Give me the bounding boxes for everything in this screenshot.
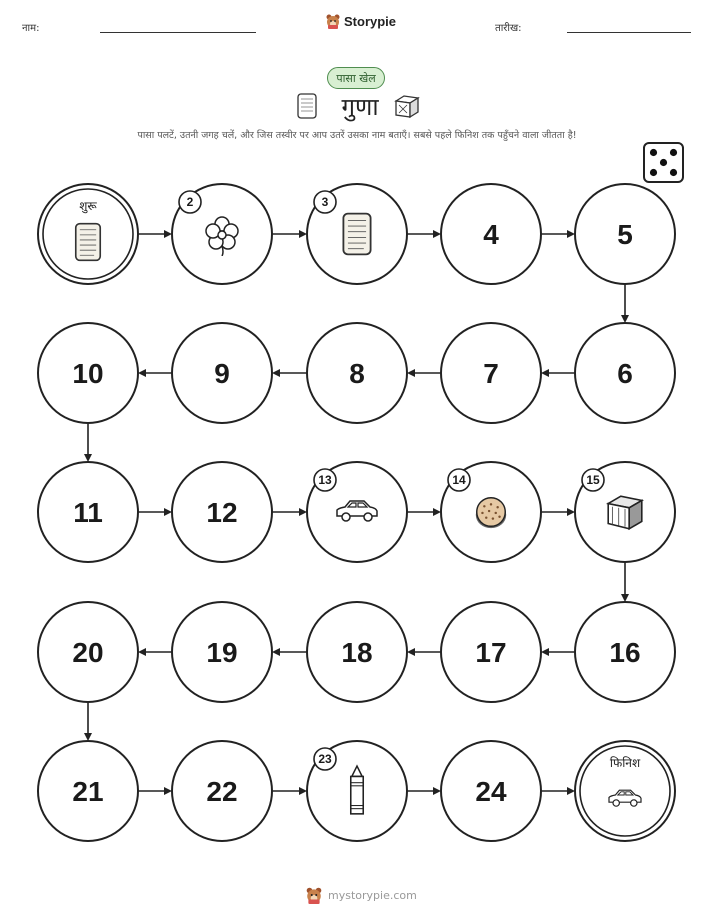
space-number: 14 [452, 473, 466, 487]
space-number: 15 [586, 473, 600, 487]
board-space-start [38, 184, 138, 284]
start-label: शुरू [79, 199, 97, 213]
dice-icon [644, 143, 683, 182]
dice-pip [650, 149, 657, 156]
space-number: 12 [206, 497, 238, 528]
board-space-12 [172, 462, 272, 562]
instructions: पासा पलटें, उतनी जगह चलें, और जिस तस्वीर पर आप उतरें उसका नाम बताएँ। सबसे पहले फिनिश तक पहुँचने वाला जीतता है! [137, 130, 577, 141]
paper-icon [76, 224, 100, 261]
board-space-10 [38, 323, 138, 423]
page-title: गुणा [341, 93, 379, 121]
space-number: 8 [349, 358, 365, 389]
dice-pip [670, 169, 677, 176]
board-space-23 [307, 741, 407, 841]
board-space-5 [575, 184, 675, 284]
board-space-6 [575, 323, 675, 423]
space-number: 18 [341, 637, 373, 668]
dice-pip [660, 159, 667, 166]
space-number: 10 [72, 358, 104, 389]
board-space-22 [172, 741, 272, 841]
space-number: 2 [186, 195, 194, 209]
brand-name: Storypie [344, 13, 397, 29]
space-number: 4 [483, 219, 499, 250]
crayon-icon [351, 766, 363, 814]
space-number: 22 [206, 776, 238, 807]
space-number: 19 [206, 637, 238, 668]
board-space-8 [307, 323, 407, 423]
box-icon [608, 496, 642, 529]
space-number: 17 [475, 637, 507, 668]
footer-url[interactable]: mystorypie.com [328, 888, 417, 902]
name-label: नाम: [22, 23, 40, 34]
board-space-finish [575, 741, 675, 841]
finish-label: फिनिश [609, 756, 641, 770]
paper-icon [343, 214, 370, 255]
space-number: 20 [72, 637, 104, 668]
board-space-24 [441, 741, 541, 841]
board-space-19 [172, 602, 272, 702]
space-number: 7 [483, 358, 499, 389]
board-space-14 [441, 462, 541, 562]
dice-pip [670, 149, 677, 156]
board-space-16 [575, 602, 675, 702]
space-number: 23 [318, 752, 332, 766]
cookie-icon [476, 498, 506, 528]
space-number: 24 [475, 776, 507, 807]
space-number: 21 [72, 776, 104, 807]
board-space-21 [38, 741, 138, 841]
board-space-9 [172, 323, 272, 423]
board-space-20 [38, 602, 138, 702]
space-number: 13 [318, 473, 332, 487]
bear-icon [305, 886, 323, 904]
board-space-13 [307, 462, 407, 562]
board-space-18 [307, 602, 407, 702]
space-number: 16 [609, 637, 641, 668]
board-space-15 [575, 462, 675, 562]
space-number: 9 [214, 358, 230, 389]
space-number: 5 [617, 219, 633, 250]
board-space-4 [441, 184, 541, 284]
board-space-3 [307, 184, 407, 284]
board-space-7 [441, 323, 541, 423]
game-type-badge: पासा खेल [327, 67, 385, 89]
space-number: 6 [617, 358, 633, 389]
space-number: 11 [73, 497, 103, 528]
date-label: तारीख: [495, 23, 522, 34]
board-space-11 [38, 462, 138, 562]
board-space-2 [172, 184, 272, 284]
footer [305, 886, 417, 904]
board-space-17 [441, 602, 541, 702]
space-number: 3 [321, 195, 329, 209]
dice-pip [650, 169, 657, 176]
